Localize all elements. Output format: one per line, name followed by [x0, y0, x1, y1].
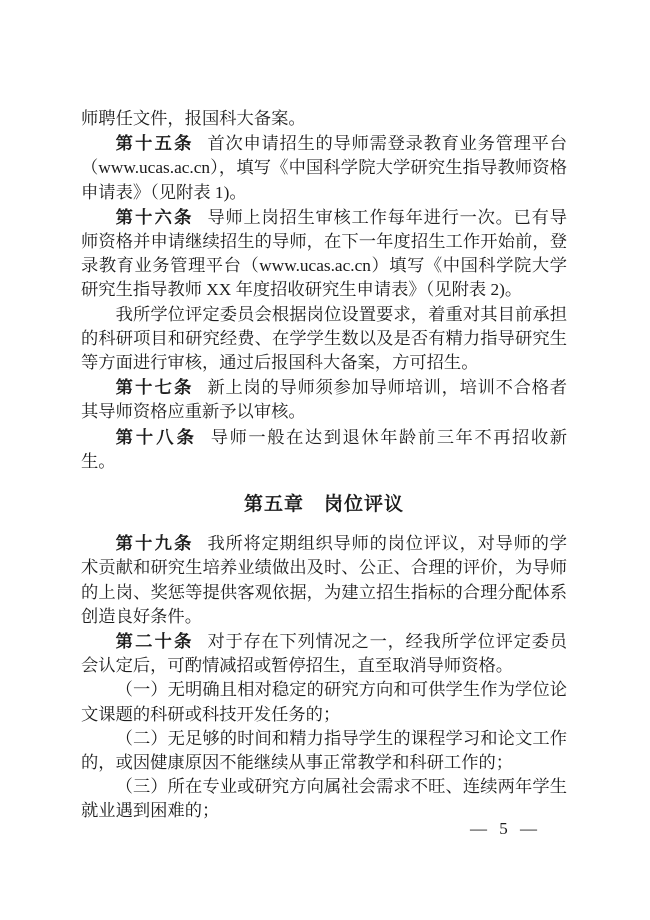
- article-paragraph: [81, 131, 567, 205]
- article-paragraph: [81, 205, 567, 303]
- paragraph-text: （二）无足够的时间和精力指导学生的课程学习和论文工作的，或因健康原因不能继续从事正常教学和科研工作的；: [81, 728, 567, 773]
- article-number: 第十九条: [115, 533, 194, 554]
- article-paragraph: [81, 531, 567, 629]
- paragraph-text: 我所将定期组织导师的岗位评议，对导师的学术贡献和研究生培养业绩做出及时、公正、合理的评价，为导师的上岗、奖惩等提供客观依据，为建立招生指标的合理分配体系创造良好条件。: [81, 534, 567, 626]
- paragraph-text: （一）无明确且相对稳定的研究方向和可供学生作为学位论文课题的科研或科技开发任务的；: [81, 680, 567, 724]
- body-paragraph: [81, 727, 567, 775]
- article-number: 第十六条: [115, 206, 194, 227]
- chapter-heading: [81, 493, 567, 517]
- body-paragraph: [81, 678, 567, 726]
- paragraph-text: 对于存在下列情况之一，经我所学位评定委员会认定后，可酌情减招或暂停招生，直至取消导师资格。: [81, 632, 567, 676]
- paragraph-text: 师聘任文件，报国科大备案。: [81, 109, 306, 128]
- paragraph-text: 导师上岗招生审核工作每年进行一次。已有导师资格并申请继续招生的导师，在下一年度招生工作开始前，登录教育业务管理平台（www.ucas.ac.cn）填写《中国科学院大学研究生指导教师 XX 年度招收研究生申请表》（见附表 2)。: [81, 207, 567, 300]
- paragraph-text: 我所学位评定委员会根据岗位设置要求，着重对其目前承担的科研项目和研究经费、在学学生数以及是否有精力指导研究生等方面进行审核，通过后报国科大备案，方可招生。: [81, 304, 567, 373]
- page-number: [470, 817, 537, 841]
- article-paragraph: [81, 629, 567, 678]
- page-number-text: — 5 —: [470, 819, 537, 838]
- article-paragraph: [81, 375, 567, 424]
- paragraph-text: 首次申请招生的导师需登录教育业务管理平台（www.ucas.ac.cn），填写《中国科学院大学研究生指导教师资格申请表》（见附表 1)。: [81, 134, 567, 202]
- article-number: 第二十条: [115, 631, 194, 652]
- body-paragraph: [81, 107, 567, 131]
- body-paragraph: [81, 303, 567, 376]
- article-number: 第十八条: [115, 426, 197, 447]
- article-number: 第十五条: [115, 133, 194, 154]
- article-paragraph: [81, 425, 567, 474]
- document-body: [81, 107, 567, 824]
- paragraph-text: （三）所在专业或研究方向属社会需求不旺、连续两年学生就业遇到困难的；: [81, 777, 567, 821]
- paragraph-text: 新上岗的导师须参加导师培训，培训不合格者其导师资格应重新予以审核。: [81, 378, 567, 422]
- chapter-heading-text: 第五章 岗位评议: [243, 494, 404, 516]
- paragraph-text: 导师一般在达到退休年龄前三年不再招收新生。: [81, 427, 567, 471]
- article-number: 第十七条: [115, 377, 194, 398]
